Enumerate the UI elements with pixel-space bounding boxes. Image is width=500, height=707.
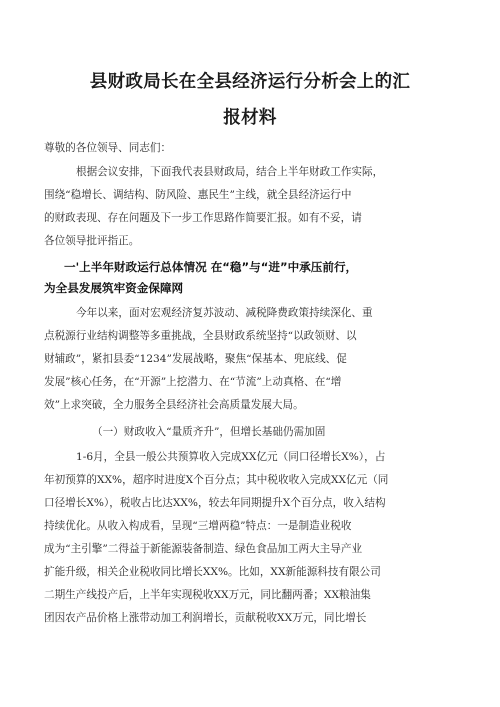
document-title-line-1: 县财政局长在全县经济运行分析会上的汇 (89, 72, 411, 92)
section-body-line: 财辅政”，紧扣县委“1234”发展战略，聚焦“保基本、兜底线、促 (44, 353, 347, 365)
section-body-line: 效”上求突破，全力服务全县经济社会高质量发展大局。 (44, 399, 304, 411)
salutation: 尊敬的各位领导、同志们： (44, 142, 172, 154)
subsection-body-line: 持续优化。从收入构成看，呈现“三增两稳”特点：一是制造业税收 (44, 520, 352, 532)
subsection-body-line: 扩能升级，相关企业税收同比增长XX%。比如，XX新能源科技有限公司 (44, 566, 381, 578)
intro-line: 根据会议安排，下面我代表县财政局，结合上半年财政工作实际， (76, 166, 384, 178)
section-heading: 为全县发展筑牢资金保障网 (44, 281, 184, 295)
document-title-line-2: 报材料 (223, 108, 277, 128)
section-body-line: 点税源行业结构调整等多重挑战，全县财政系统坚持“以政领财、以 (44, 330, 357, 342)
section-body-line: 今年以来，面对宏观经济复苏波动、减税降费政策持续深化、重 (76, 307, 373, 319)
intro-line: 各位领导批评指正。 (44, 235, 140, 247)
section-body-line: 发展”核心任务，在“开源”上挖潜力、在“节流”上动真格、在“增 (44, 376, 342, 388)
subsection-body-line: 口径增长X%），税收占比达XX%，较去年同期提升X个百分点，收入结构 (44, 497, 386, 509)
intro-line: 的财政表现、存在问题及下一步工作思路作简要汇报。如有不妥，请 (44, 212, 362, 224)
subsection-body-line: 1-6月，全县一般公共预算收入完成XX亿元（同口径增长X%），占 (76, 451, 386, 463)
subsection-body-line: 成为“主引擎”二得益于新能源装备制造、绿色食品加工两大主导产业 (44, 543, 363, 555)
subsection-body-line: 年初预算的XX%，超序时进度X个百分点；其中税收收入完成XX亿元（同 (44, 474, 389, 486)
subsection-body-line: 团因农产品价格上涨带动加工利润增长，贡献税收XX万元，同比增长 (44, 612, 367, 624)
section-heading: 一'上半年财政运行总体情况 在“稳”与“进”中承压前行， (64, 260, 358, 274)
subsection-body-line: 二期生产线投产后，上半年实现税收XX万元，同比翻两番；XX粮油集 (44, 589, 371, 601)
intro-line: 围绕“稳增长、调结构、防风险、惠民生”主线，就全县经济运行中 (44, 189, 352, 201)
subsection-heading: （一）财政收入“量质齐升”，但增长基础仍需加固 (92, 426, 326, 438)
